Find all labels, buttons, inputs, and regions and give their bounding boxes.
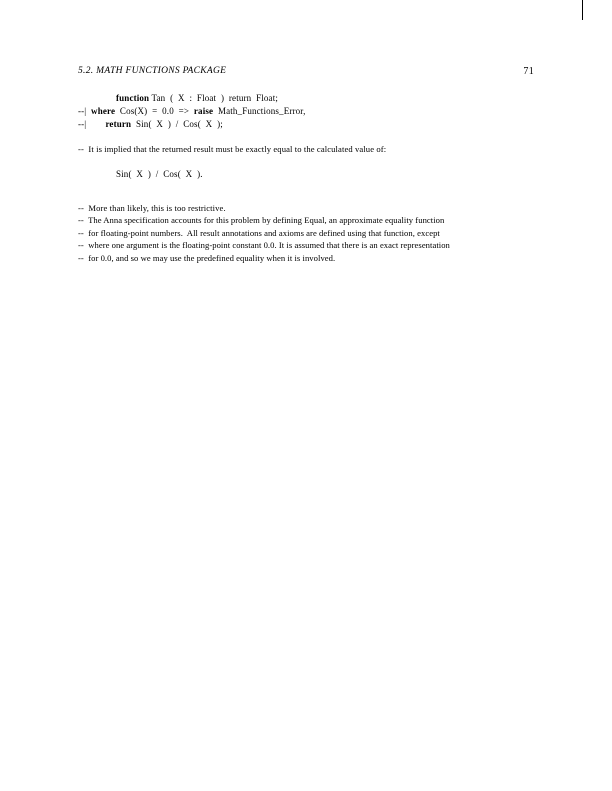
comment-implied: -- It is implied that the returned result must be exactly equal to the calculated value of: <box>78 144 387 154</box>
keyword-where: where <box>91 106 116 116</box>
annotation-prefix-1: --| <box>78 106 92 116</box>
code-line-1-text: Tan ( X : Float ) return Float; <box>149 93 279 103</box>
running-head-title: 5.2. MATH FUNCTIONS PACKAGE <box>78 66 227 76</box>
spacer-4 <box>78 193 538 202</box>
code-line-2-end: Math_Functions_Error, <box>213 106 306 116</box>
running-head <box>78 66 534 77</box>
code-line-3-end: Sin( X ) / Cos( X ); <box>131 119 223 129</box>
keyword-function: function <box>116 93 150 103</box>
spacer-2 <box>78 156 538 168</box>
spacer-3 <box>78 181 538 193</box>
code-line-1 <box>78 92 538 105</box>
comment-paragraph-line-2: -- for floating-point numbers. All result annotations and axioms are defined using that function, except <box>78 227 440 238</box>
expression-line: Sin( X ) / Cos( X ). <box>116 168 203 179</box>
crop-mark <box>582 0 583 20</box>
spacer-1 <box>78 131 538 143</box>
code-line-2 <box>78 105 538 118</box>
keyword-raise: raise <box>193 106 214 116</box>
page-body <box>78 92 538 264</box>
comment-restrictive: -- More than likely, this is too restrictive. <box>78 202 226 213</box>
annotation-prefix-2: --| <box>78 119 106 129</box>
code-line-3 <box>78 118 538 131</box>
page-number: 71 <box>523 66 534 77</box>
code-line-2-mid: Cos(X) = 0.0 => <box>115 106 194 116</box>
comment-paragraph-line-1: -- The Anna specification accounts for this problem by defining Equal, an approximate equality function <box>78 215 445 226</box>
comment-paragraph-line-4: -- for 0.0, and so we may use the predefined equality when it is involved. <box>78 252 336 263</box>
comment-paragraph-line-3: -- where one argument is the floating-point constant 0.0. It is assumed that there is an exact representation <box>78 240 450 251</box>
keyword-return: return <box>105 119 132 129</box>
comment-paragraph <box>78 214 538 264</box>
